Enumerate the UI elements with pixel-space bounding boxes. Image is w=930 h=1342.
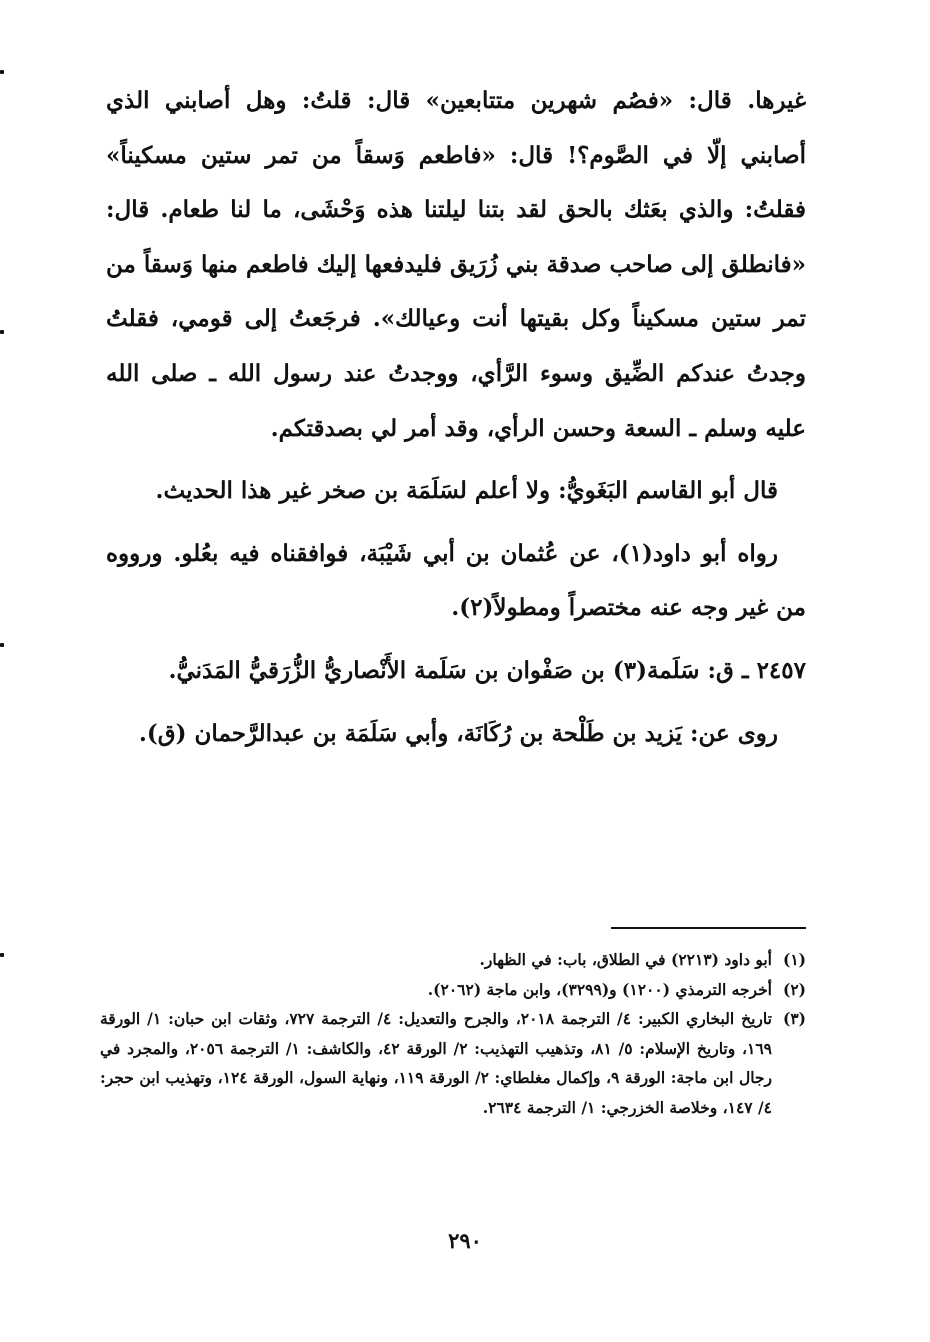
entry-heading-2457: ٢٤٥٧ ـ ق: سَلَمة(٣) بن صَفْوان بن سَلَمة الأَنْصاريُّ الزُّرَقيُّ المَدَنيُّ. xyxy=(168,656,806,684)
scan-edge-mark xyxy=(0,643,4,647)
page-number: ٢٩٠ xyxy=(448,1228,482,1253)
footnote-number: (١) xyxy=(782,950,806,969)
footnote-2 xyxy=(100,975,806,1005)
paragraph-narrated-from: روى عن: يَزيد بن طَلْحة بن رُكَانَة، وأبي سَلَمَة بن عبدالرَّحمان (ق). xyxy=(138,719,778,747)
footnote-text: أبو داود (٢٢١٣) في الطلاق، باب: في الظهار. xyxy=(479,950,772,969)
scan-edge-mark xyxy=(0,953,4,957)
footnote-number: (٢) xyxy=(782,979,806,999)
footnote-number: (٣) xyxy=(782,1009,806,1028)
paragraph-baghawi-note: قال أبو القاسم البَغَويُّ: ولا أعلم لسَلَمَة بن صخر غير هذا الحديث. xyxy=(155,477,778,505)
paragraph-hadith-continuation: غيرها. قال: «فصُم شهرين متتابعين» قال: قلتُ: وهل أصابني الذي أصابني إلّا في الصَّوم؟! قال: «فاطعم وَسقاً من تمر ستين مسكيناً» فقلتُ: والذي بعَثك بالحق لقد بتنا ليلتنا هذه وَحْشَى، ما لنا طعام. قال: «فانطلق إلى صاحب صدقة بني زُرَيق فليدفعها إليك فاطعم منها وَسقاً من تمر ستين مسكيناً وكل بقيتها أنت وعيالك». فرجَعتُ إلى قومي، فقلتُ وجدتُ عندكم الضِّيق وسوء الرَّأي، ووجدتُ عند رسول الله ـ صلى الله عليه وسلم ـ السعة وحسن الرأي، وقد أمر لي بصدقتكم. xyxy=(106,87,806,442)
footnote-3 xyxy=(100,1004,806,1122)
footnote-text: أخرجه الترمذي (١٢٠٠) و(٣٢٩٩)، وابن ماجة (٢٠٦٢). xyxy=(427,979,772,999)
footnote-1 xyxy=(100,945,806,975)
main-text xyxy=(106,74,806,769)
scan-edge-mark xyxy=(0,330,4,334)
footnote-text: تاريخ البخاري الكبير: ٤/ الترجمة ٢٠١٨، والجرح والتعديل: ٤/ الترجمة ٧٢٧، وثقات ابن حبان: ١/ الورقة ١٦٩، وتاريخ الإسلام: ٥/ ٨١، وتذهيب التهذيب: ٢/ الورقة ٤٢، والكاشف: ١/ الترجمة ٢٠٥٦، والمجرد في رجال ابن ماجة: الورقة ٩، وإكمال مغلطاي: ٢/ الورقة ١١٩، ونهاية السول، الورقة ١٢٤، وتهذيب ابن حجر: ٤/ ١٤٧، وخلاصة الخزرجي: ١/ الترجمة ٢٦٣٤. xyxy=(100,1009,773,1117)
footnotes xyxy=(100,945,806,1122)
footnote-divider xyxy=(611,927,806,929)
paragraph-narration-source: رواه أبو داود(١)، عن عُثمان بن أبي شَيْبَة، فوافقناه فيه بعُلو. ورووه من غير وجه عنه مختصراً ومطولاً(٢). xyxy=(106,539,806,622)
scan-edge-mark xyxy=(0,70,4,74)
